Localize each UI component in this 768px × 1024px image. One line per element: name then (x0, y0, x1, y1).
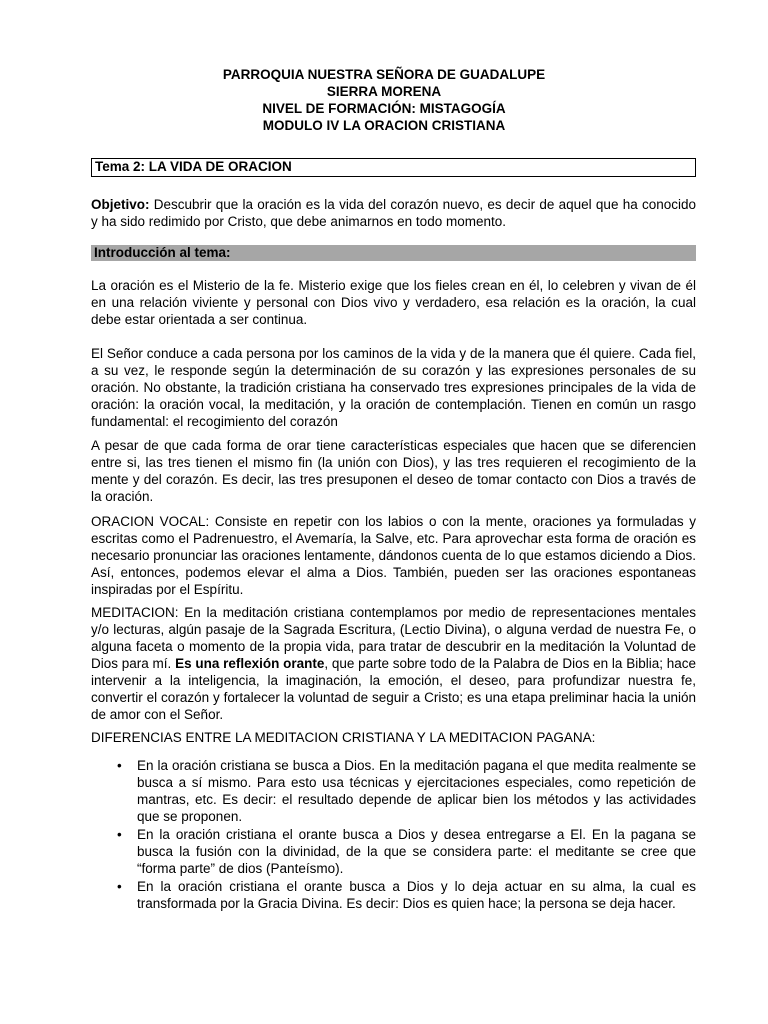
bullet-icon: • (117, 758, 122, 773)
objetivo-text: Descubrir que la oración es la vida del corazón nuevo, es decir de aquel que ha conocido y ha sido redimido por Cristo, que debe animarnos en todo momento. (91, 197, 696, 229)
list-item (91, 757, 696, 825)
level-title: NIVEL DE FORMACIÓN: MISTAGOGÍA (262, 101, 506, 116)
module-title: MODULO IV LA ORACION CRISTIANA (262, 118, 506, 133)
paragraph-oracion-vocal: ORACION VOCAL: Consiste en repetir con los labios o con la mente, oraciones ya formuladas y escritas como el Padrenuestro, el Avemaría, la Salve, etc. Para aprovechar esta forma de oración es necesario pronunciar las oraciones lentamente, dándonos cuenta de lo que estamos diciendo a Dios. Así, entonces, podemos elevar el alma a Dios. También, pueden ser las oraciones espontaneas inspiradas por el Espíritu. (91, 514, 696, 597)
paragraph-1: La oración es el Misterio de la fe. Misterio exige que los fieles crean en él, lo celebren y vivan de él en una relación viviente y personal con Dios vivo y verdadero, esa relación es la oración, la cual debe estar orientada a ser continua. (91, 278, 696, 327)
list-item (91, 878, 696, 912)
paragraph-2: El Señor conduce a cada persona por los caminos de la vida y de la manera que él quiere. Cada fiel, a su vez, le responde según la determinación de su corazón y las expresiones personales de su oración. No obstante, la tradición cristiana ha conservado tres expresiones principales de la vida de oración: la oración vocal, la meditación, y la oración de contemplación. Tienen en común un rasgo fundamental: el recogimiento del corazón (91, 346, 696, 429)
bullet-icon: • (117, 879, 122, 894)
list-item-text: En la oración cristiana se busca a Dios. En la meditación pagana el que medita realmente se busca a sí mismo. Para esto usa técnicas y ejercitaciones especiales, como repetición de mantras, etc. Es decir: el resultado depende de aplicar bien los métodos y las actividades que se proponen. (137, 758, 696, 824)
paragraph-3: A pesar de que cada forma de orar tiene características especiales que hacen que se diferencien entre si, las tres tienen el mismo fin (la unión con Dios), y las tres requieren el recogimiento de la mente y del corazón. Es decir, las tres presuponen el deseo de tomar contacto con Dios a través de la oración. (91, 438, 696, 504)
tema-box: Tema 2: LA VIDA DE ORACION (91, 158, 696, 177)
location-title: SIERRA MORENA (326, 84, 442, 99)
document-header (0, 66, 768, 134)
meditacion-text-a: MEDITACION: En la meditación cristiana contemplamos por medio de representaciones mentales y/o lecturas, algún pasaje de la Sagrada Escritura, (Lectio Divina), o alguna verdad de nuestra Fe, o alguna faceta o momento de la propia vida, para tratar de descubrir en la meditación la Voluntad de Dios para mí. (91, 605, 696, 671)
list-item-text: En la oración cristiana el orante busca a Dios y desea entregarse a El. En la pagana se busca la fusión con la divinidad, de la que se considera parte: el meditante se cree que “forma parte” de dios (Panteísmo). (137, 827, 696, 876)
paragraph-meditacion (91, 604, 696, 723)
objetivo-label: Objetivo: (91, 197, 150, 212)
meditacion-bold: Es una reflexión orante (175, 656, 325, 671)
list-item (91, 826, 696, 877)
parish-title: PARROQUIA NUESTRA SEÑORA DE GUADALUPE (222, 67, 546, 82)
diferencias-heading: DIFERENCIAS ENTRE LA MEDITACION CRISTIANA Y LA MEDITACION PAGANA: (91, 730, 596, 745)
intro-heading: Introducción al tema: (91, 245, 696, 261)
list-item-text: En la oración cristiana el orante busca a Dios y lo deja actuar en su alma, la cual es transformada por la Gracia Divina. Es decir: Dios es quien hace; la persona se deja hacer. (137, 879, 696, 911)
diferencias-list (91, 757, 696, 913)
objetivo-paragraph (91, 196, 696, 230)
bullet-icon: • (117, 827, 122, 842)
meditacion-text-b: , que parte sobre todo de la Palabra de Dios en la Biblia; hace intervenir a la inteligencia, la imaginación, la emoción, el deseo, para profundizar nuestra fe, convertir el corazón y fortalecer la voluntad de seguir a Cristo; es una etapa preliminar hacia la unión de amor con el Señor. (91, 656, 697, 722)
